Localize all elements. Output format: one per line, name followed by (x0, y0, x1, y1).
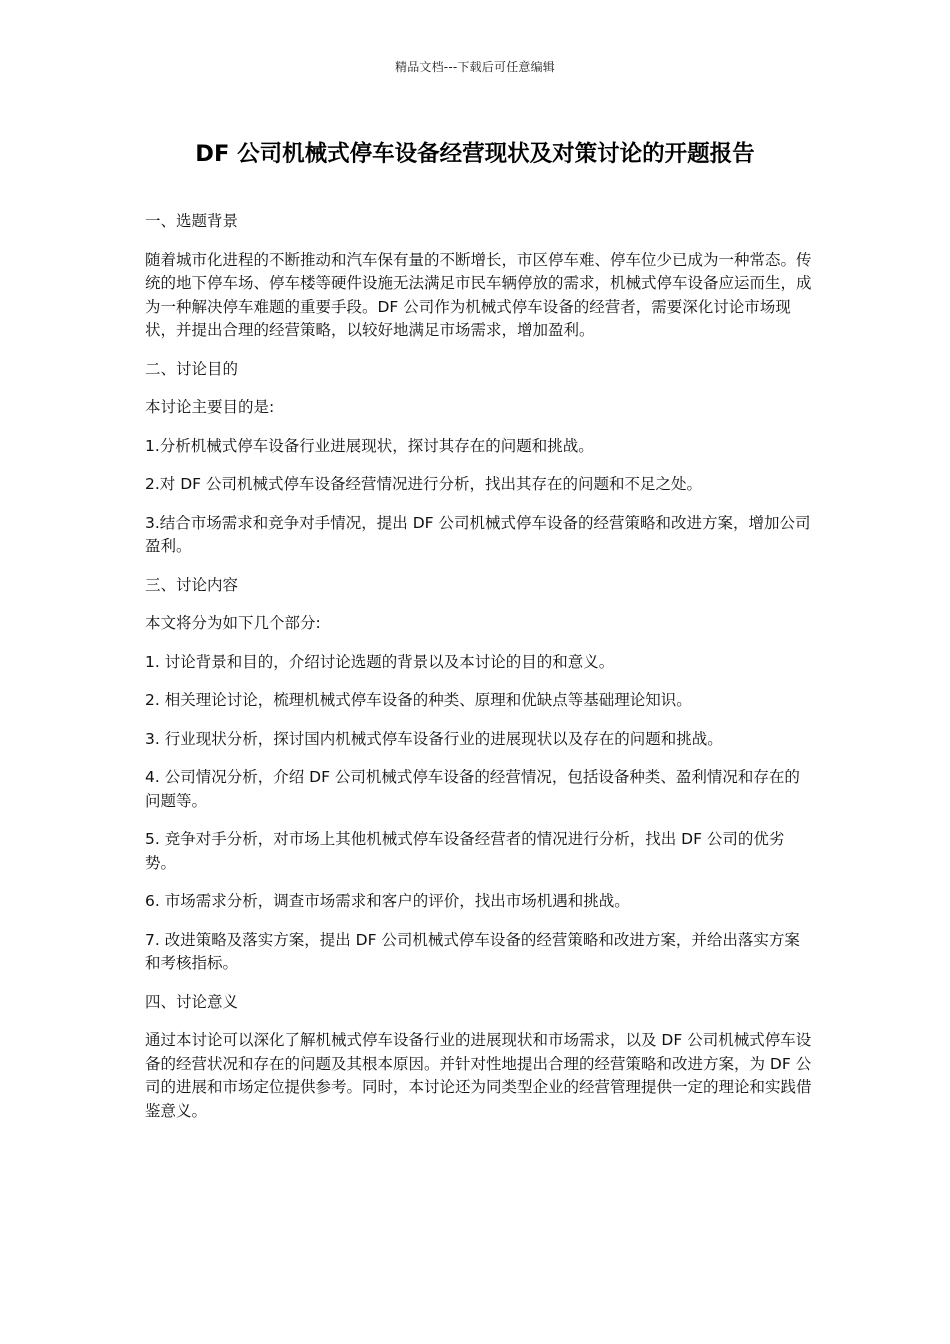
section-heading-background: 一、选题背景 (145, 212, 239, 230)
content-item-7: 7. 改进策略及落实方案，提出 DF 公司机械式停车设备的经营策略和改进方案，并给出落实方案和考核指标。 (145, 930, 800, 972)
significance-paragraph: 通过本讨论可以深化了解机械式停车设备行业的进展现状和市场需求，以及 DF 公司机械式停车设备的经营状况和存在的问题及其根本原因。并针对性地提出合理的经营策略和改进方案，为 DF 公司的进展和市场定位提供参考。同时，本讨论还为同类型企业的经营管理提供一定的理论和实践借鉴意义。 (145, 1031, 812, 1120)
purpose-intro: 本讨论主要目的是: (145, 398, 275, 416)
content-item-2: 2. 相关理论讨论，梳理机械式停车设备的种类、原理和优缺点等基础理论知识。 (145, 691, 692, 709)
purpose-item-2: 2.对 DF 公司机械式停车设备经营情况进行分析，找出其存在的问题和不足之处。 (145, 475, 702, 493)
document-title: DF 公司机械式停车设备经营现状及对策讨论的开题报告 (195, 141, 755, 167)
purpose-item-3: 3.结合市场需求和竞争对手情况，提出 DF 公司机械式停车设备的经营策略和改进方案，增加公司盈利。 (145, 513, 811, 555)
content-item-6: 6. 市场需求分析，调查市场需求和客户的评价，找出市场机遇和挑战。 (145, 892, 630, 910)
content-item-1: 1. 讨论背景和目的，介绍讨论选题的背景以及本讨论的目的和意义。 (145, 652, 615, 671)
page-header: 精品文档---下载后可任意编辑 (395, 60, 555, 74)
content-intro: 本文将分为如下几个部分: (145, 614, 321, 632)
section-heading-significance: 四、讨论意义 (145, 992, 239, 1011)
content-item-5: 5. 竞争对手分析，对市场上其他机械式停车设备经营者的情况进行分析，找出 DF 公司的优劣势。 (145, 830, 785, 872)
document-body (145, 210, 815, 1138)
content-item-4: 4. 公司情况分析，介绍 DF 公司机械式停车设备的经营情况，包括设备种类、盈利情况和存在的问题等。 (145, 768, 800, 810)
background-paragraph: 随着城市化进程的不断推动和汽车保有量的不断增长，市区停车难、停车位少已成为一种常态。传统的地下停车场、停车楼等硬件设施无法满足市民车辆停放的需求，机械式停车设备应运而生，成为一种解决停车难题的重要手段。DF 公司作为机械式停车设备的经营者，需要深化讨论市场现状，并提出合理的经营策略，以较好地满足市场需求，增加盈利。 (145, 250, 812, 339)
content-item-3: 3. 行业现状分析，探讨国内机械式停车设备行业的进展现状以及存在的问题和挑战。 (145, 729, 723, 748)
section-heading-purpose: 二、讨论目的 (145, 359, 239, 378)
section-heading-content: 三、讨论内容 (145, 575, 239, 594)
purpose-item-1: 1.分析机械式停车设备行业进展现状，探讨其存在的问题和挑战。 (145, 436, 594, 455)
